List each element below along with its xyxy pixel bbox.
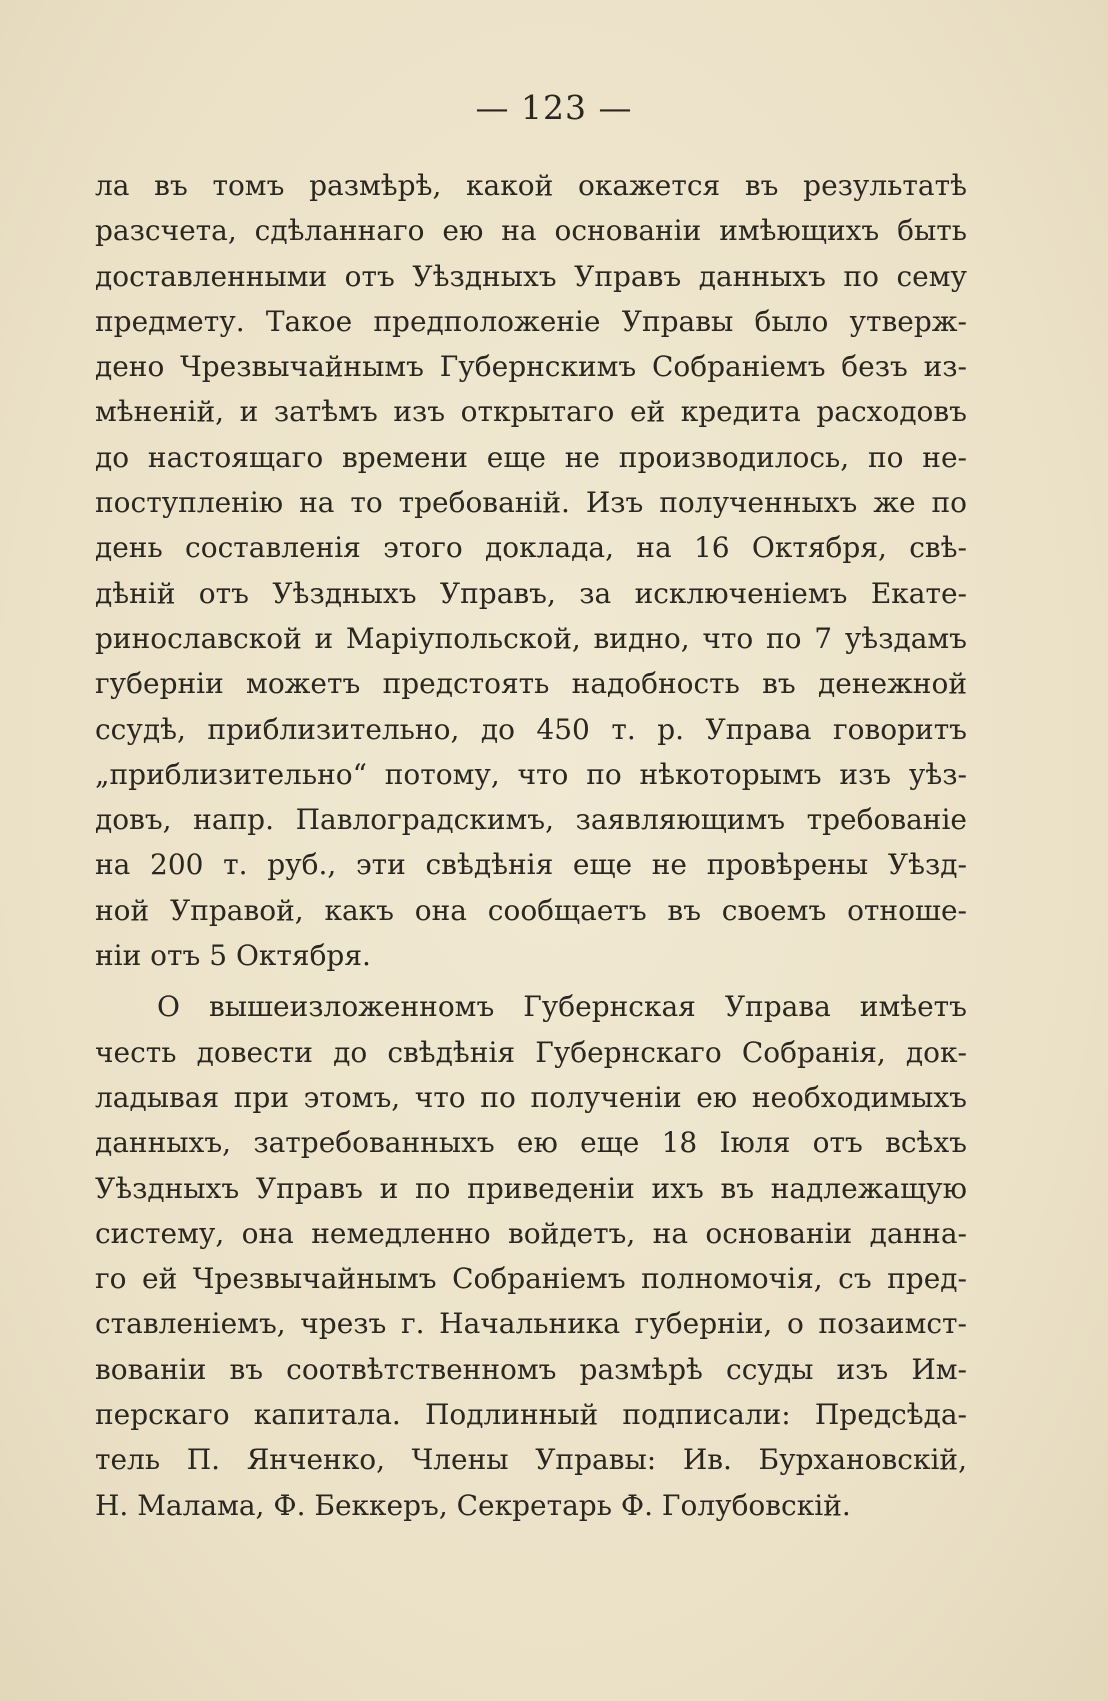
text-line: день составленія этого доклада, на 16 Октября, свѣ- (95, 531, 967, 565)
text-line: доставленными отъ Уѣздныхъ Управъ данныхъ по сему (95, 259, 967, 293)
body-text (95, 163, 967, 1528)
text-line: систему, она немедленно войдетъ, на основаніи данна- (95, 1216, 967, 1250)
text-line: ла въ томъ размѣрѣ, какой окажется въ результатѣ (95, 169, 967, 202)
paragraph-1 (95, 163, 967, 978)
text-line: перскаго капитала. Подлинный подписали: Предсѣда- (95, 1398, 967, 1432)
text-line: Уѣздныхъ Управъ и по приведеніи ихъ въ надлежащую (95, 1171, 967, 1205)
text-line: на 200 т. руб., эти свѣдѣнія еще не провѣрены Уѣзд- (95, 848, 967, 882)
text-line: разсчета, сдѣланнаго ею на основаніи имѣющихъ быть (95, 214, 967, 248)
text-line: дено Чрезвычайнымъ Губернскимъ Собраніемъ безъ из- (95, 350, 967, 384)
text-line: губерніи можетъ предстоять надобность въ денежной (95, 667, 967, 701)
text-line: О вышеизложенномъ Губернская Управа имѣетъ (157, 990, 967, 1024)
text-line: ніи отъ 5 Октября. (95, 939, 371, 973)
text-line: „приблизительно“ потому, что по нѣкоторымъ изъ уѣз- (95, 757, 967, 791)
text-line: ладывая при этомъ, что по полученіи ею необходимыхъ (95, 1080, 967, 1114)
text-line: дѣній отъ Уѣздныхъ Управъ, за исключеніемъ Екате- (95, 576, 967, 610)
text-line: предмету. Такое предположеніе Управы было утверж- (95, 304, 967, 338)
text-line: честь довести до свѣдѣнія Губернскаго Собранія, док- (95, 1035, 967, 1069)
text-line: поступленію на то требованій. Изъ полученныхъ же по (95, 486, 967, 520)
text-line: ной Управой, какъ она сообщаетъ въ своемъ отноше- (95, 893, 967, 927)
text-line: мѣненій, и затѣмъ изъ открытаго ей кредита расходовъ (95, 395, 967, 429)
paragraph-2 (95, 984, 967, 1528)
text-line: тель П. Янченко, Члены Управы: Ив. Бурхановскій, (95, 1443, 967, 1477)
text-line: ссудѣ, приблизительно, до 450 т. р. Управа говоритъ (95, 712, 967, 746)
text-line: го ей Чрезвычайнымъ Собраніемъ полномочія, съ пред- (95, 1262, 967, 1296)
text-line: Н. Малама, Ф. Беккеръ, Секретарь Ф. Голубовскій. (95, 1488, 851, 1522)
text-line: довъ, напр. Павлоградскимъ, заявляющимъ требованіе (95, 803, 967, 837)
text-line: ринославской и Маріупольской, видно, что по 7 уѣздамъ (95, 621, 967, 655)
text-line: до настоящаго времени еще не производилось, по не- (95, 440, 967, 474)
text-line: вованіи въ соотвѣтственномъ размѣрѣ ссуды изъ Им- (95, 1352, 967, 1386)
text-line: ставленіемъ, чрезъ г. Начальника губерніи, о позаимст- (95, 1307, 967, 1341)
text-line: данныхъ, затребованныхъ ею еще 18 Іюля отъ всѣхъ (95, 1126, 967, 1160)
page-number: — 123 — (475, 88, 633, 127)
